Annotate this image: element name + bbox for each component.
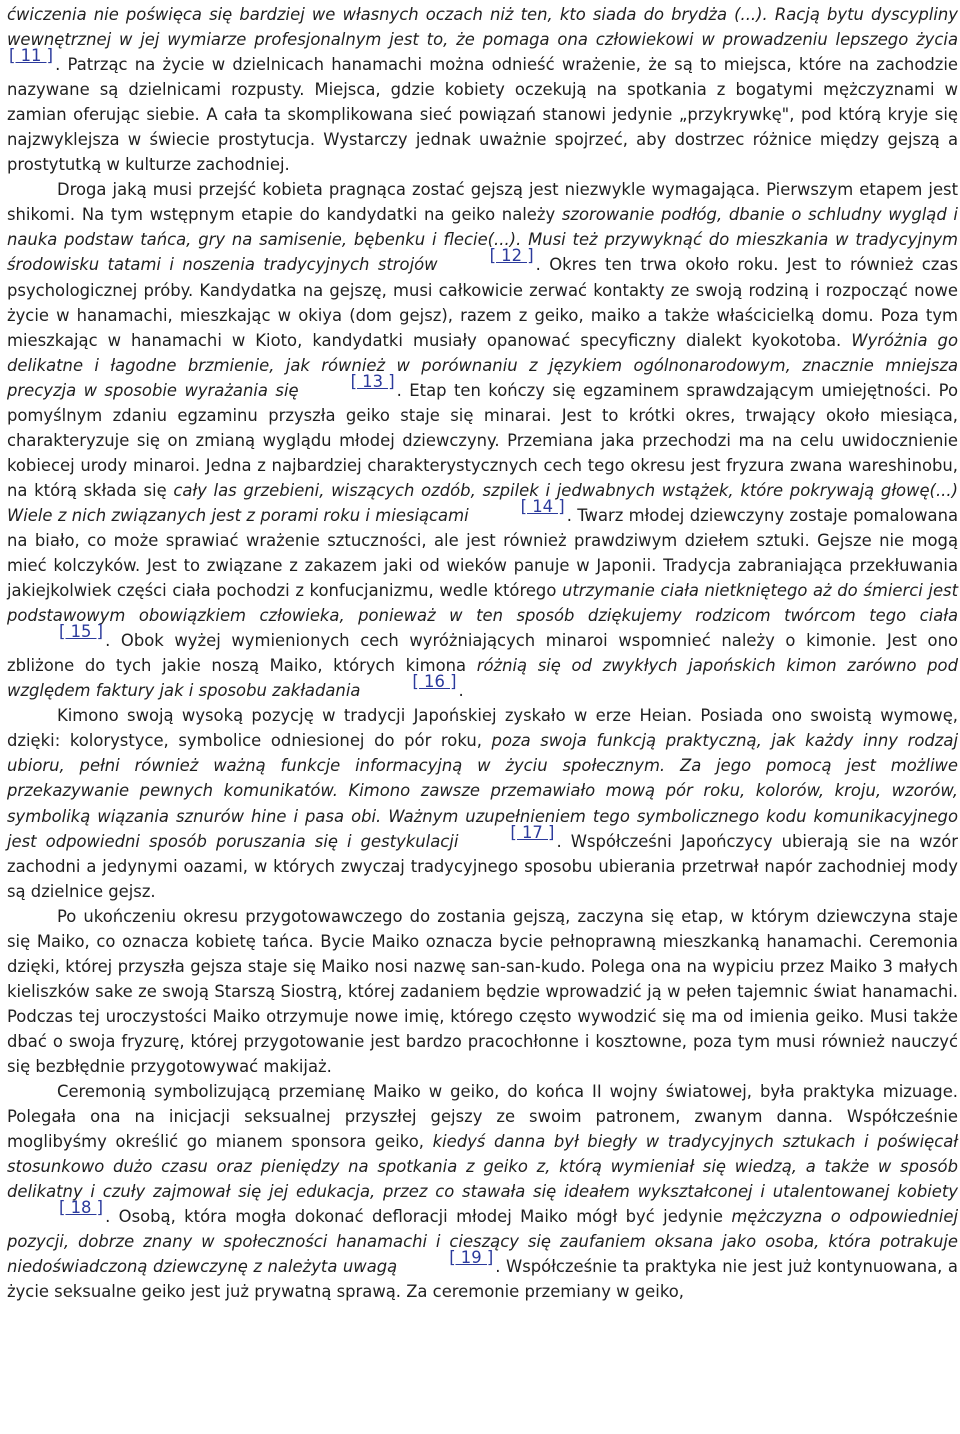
- footnote-link[interactable]: [ 15 ]: [59, 622, 104, 642]
- paragraph: [7, 1079, 958, 1304]
- footnote-link[interactable]: [ 17 ]: [510, 822, 555, 842]
- italic-quote: różnią się od zwykłych japońskich kimon zarówno pod względem faktury jak i sposobu zakładania: [7, 656, 958, 701]
- text-run: . Osobą, która mogła dokonać defloracji młodej Maiko mógł być jedynie: [105, 1207, 732, 1227]
- paragraph: [7, 2, 958, 177]
- text-run: . Obok wyżej wymienionych cech wyróżniających minaroi wspomnieć należy o kimonie. Jest ono zbliżone do tych jakie noszą Maiko, których kimona: [7, 631, 958, 676]
- footnote-link[interactable]: [ 18 ]: [59, 1198, 104, 1218]
- text-run: . Okres ten trwa około roku. Jest to również czas psychologicznej próby. Kandydatka na gejszę, musi całkowicie zerwać kontakty ze swoją rodziną i rozpocząć nowe życie w hanamachi, mieszkając w okiya (dom gejsz), razem z geiko, maiko a także właścicielką domu. Poza tym mieszkając w hanamachi w Kioto, kandydatki musiały opanować specyficzny dialekt kyokotoba.: [7, 255, 958, 350]
- text-run: . Etap ten kończy się egzaminem sprawdzającym umiejętności. Po pomyślnym zdaniu egzaminu przyszła geiko staje się minarai. Jest to krótki okres, trwający około miesiąca, charakteryzuje się on zmianą wyglądu młodej dziewczyny. Przemiana jaka przechodzi ma na celu uwidocznienie kobiecej urody minaroi. Jedna z najbardziej charakterystycznych cech tego okresu jest fryzura zwana wareshinobu, na którą składa się: [7, 380, 958, 500]
- italic-quote: poza swoja funkcją praktyczną, jak każdy inny rodzaj ubioru, pełni również ważną funkcje informacyjną w życiu społecznym. Za jego pomocą jest możliwe przekazywanie pewnych komunikatów. Kimono zawsze przemawiało mową pór roku, kolorów, kroju, wzorów, symboliką wiązania sznurów hine i pasa obi. Ważnym uzupełnieniem tego symbolicznego kodu komunikacyjnego jest odpowiedni sposób poruszania się i gestykulacji: [7, 731, 958, 851]
- footnote-link[interactable]: [ 13 ]: [350, 371, 395, 391]
- paragraph: [7, 177, 958, 703]
- footnote-link[interactable]: [ 11 ]: [9, 46, 54, 66]
- italic-quote: mężczyzna o odpowiedniej pozycji, dobrze znany w społeczności hanamachi i cieszący się zaufaniem oksana jako osoba, która potrakuje niedoświadczoną dziewczynę z należyta uwagą: [7, 1207, 958, 1277]
- text-run: Ceremonią symbolizującą przemianę Maiko w geiko, do końca II wojny światowej, była praktyka mizuage. Polegała ona na inicjacji seksualnej przyszłej gejszy ze swoim patronem, zwanym danna. Współcześnie moglibyśmy określić go mianem sponsora geiko,: [7, 1082, 958, 1152]
- footnote-link[interactable]: [ 16 ]: [412, 672, 457, 692]
- footnote-link[interactable]: [ 19 ]: [449, 1248, 494, 1268]
- italic-quote: ćwiczenia nie poświęca się bardziej we własnych oczach niż ten, kto siada do brydża (...). Racją bytu dyscypliny wewnętrznej w jej wymiarze profesjonalnym jest to, że pomaga ona człowiekowi w prowadzeniu lepszego życia: [7, 5, 958, 50]
- italic-quote: cały las grzebieni, wiszących ozdób, szpilek i jedwabnych wstążek, które pokrywają głowę(...) Wiele z nich związanych jest z porami roku i miesiącami: [7, 480, 958, 525]
- text-run: Droga jaką musi przejść kobieta pragnąca zostać gejszą jest niezwykle wymagająca. Pierwszym etapem jest shikomi. Na tym wstępnym etapie do kandydatki na geiko należy: [7, 180, 958, 225]
- italic-quote: utrzymanie ciała nietkniętego aż do śmierci jest podstawowym obowiązkiem człowieka, ponieważ w ten sposób dziękujemy rodzicom twórcom tego ciała: [7, 581, 959, 626]
- text-run: Po ukończeniu okresu przygotowawczego do zostania gejszą, zaczyna się etap, w którym dziewczyna staje się Maiko, co oznacza kobietę tańca. Bycie Maiko oznacza bycie pełnoprawną mieszkanką hanamachi. Ceremonia dzięki, której przyszła gejsza staje się Maiko nosi nazwę san-san-kudo. Polega ona na wypiciu przez Maiko 3 małych kieliszków sake ze swoją Starszą Siostrą, której zadaniem będzie wprowadzić ją w pełen tajemnic świat hanamachi. Podczas tej uroczystości Maiko otrzymuje nowe imię, którego często wywodzić się ma od imienia geiko. Musi także dbać o swoja fryzurę, której przygotowanie jest bardzo pracochłonne i kosztowne, poza tym musi również nauczyć się bezbłędnie przygotowywać makijaż.: [7, 906, 958, 1076]
- text-run: . Twarz młodej dziewczyny zostaje pomalowana na biało, co może sprawiać wrażenie sztuczności, ale jest również prawdziwym dziełem sztuki. Gejsze nie mogą mieć kolczyków. Jest to związane z zakazem jaki od wieków panuje w Japonii. Tradycja zabraniająca przekłuwania jakiejkolwiek części ciała pochodzi z konfucjanizmu, wedle którego: [7, 505, 958, 601]
- paragraph: [7, 703, 958, 903]
- text-run: .: [458, 681, 464, 701]
- footnote-link[interactable]: [ 14 ]: [520, 496, 565, 516]
- text-run: . Współcześnie ta praktyka nie jest już kontynuowana, a życie seksualne geiko jest już prywatną sprawą. Za ceremonie przemiany w geiko,: [7, 1257, 958, 1302]
- text-run: Kimono swoją wysoką pozycję w tradycji Japońskiej zyskało w erze Heian. Posiada ono swoistą wymowę, dzięki: kolorystyce, symbolice odniesionej do pór roku,: [7, 706, 958, 751]
- footnote-link[interactable]: [ 12 ]: [489, 246, 534, 266]
- italic-quote: szorowanie podłóg, dbanie o schludny wygląd i nauka podstaw tańca, gry na samisenie, bębenku i flecie(...). Musi też przywyknąć do mieszkania w tradycyjnym środowisku tatami i noszenia tradycyjnych strojów: [7, 205, 958, 275]
- paragraph: [7, 904, 958, 1079]
- text-run: . Patrząc na życie w dzielnicach hanamachi można odnieść wrażenie, że są to miejsca, które na zachodzie nazywane są dzielnicami rozpusty. Miejsca, gdzie kobiety oczekują na spotkania z bogatymi mężczyznami w zamian oferując siebie. A cała ta skomplikowana sieć powiązań stanowi jedynie „przykrywkę", pod którą kryje się najzwyklejsza w świecie prostytucja. Wystarczy jednak uważnie spojrzeć, aby dostrzec różnice między gejszą a prostytutką w kulturze zachodniej.: [7, 55, 958, 175]
- text-run: . Współcześni Japończycy ubierają sie na wzór zachodni a jedynymi oazami, w których zwyczaj tradycyjnego sposobu ubierania przetrwał napór zachodniej mody są dzielnice gejsz.: [7, 831, 958, 901]
- italic-quote: kiedyś danna był biegły w tradycyjnych sztukach i poświęcał stosunkowo dużo czasu oraz pieniędzy na spotkania z geiko z, którą wymieniał się wiedzą, a także w sposób delikatny i czuły zajmował się jej edukacja, przez co stawała się ideałem wykształconej i utalentowanej kobiety: [7, 1132, 958, 1202]
- italic-quote: Wyróżnia go delikatne i łagodne brzmienie, jak również w porównaniu z językiem ogólnonarodowym, znacznie mniejsza precyzja w sposobie wyrażania się: [7, 330, 958, 400]
